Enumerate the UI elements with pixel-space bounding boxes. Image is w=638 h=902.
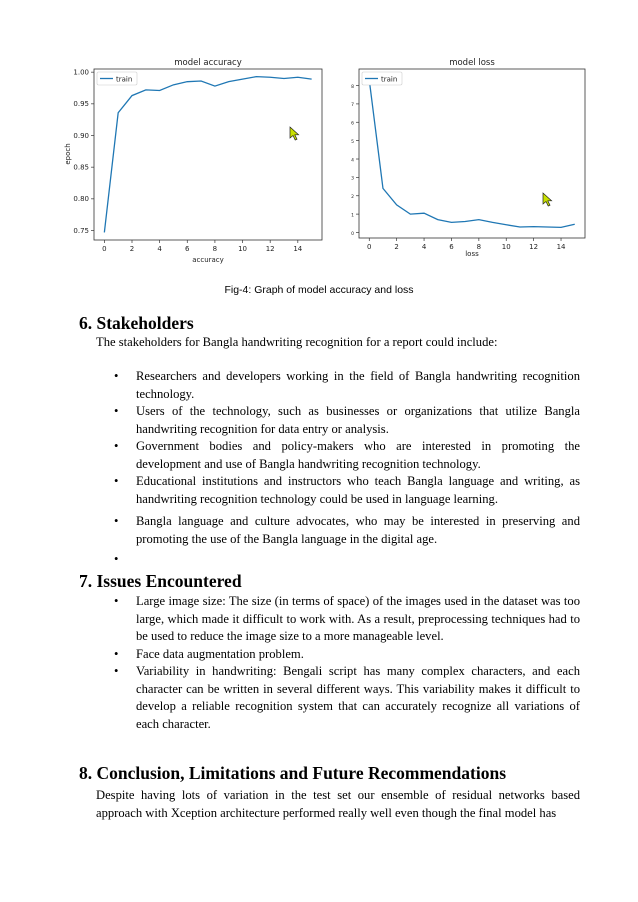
bullet-icon: • bbox=[114, 404, 119, 418]
stakeholders-heading: 6. Stakeholders bbox=[79, 313, 194, 333]
accuracy-ytick-label: 0.90 bbox=[73, 131, 89, 140]
loss-legend-label: train bbox=[381, 75, 398, 84]
accuracy-chart-title: model accuracy bbox=[174, 58, 242, 68]
loss-xtick-label: 0 bbox=[367, 243, 372, 251]
list-item: • Bangla language and culture advocates, who may be interested in preserving and promoting the use of the Bangla language in the digital age. bbox=[114, 514, 580, 546]
loss-plot-frame bbox=[359, 69, 585, 238]
loss-xtick-label: 4 bbox=[421, 243, 427, 251]
list-item: • Researchers and developers working in the field of Bangla handwriting recognition technology. bbox=[114, 369, 580, 401]
loss-ytick-label: 3 bbox=[351, 176, 354, 182]
accuracy-chart bbox=[58, 54, 336, 268]
issues-list bbox=[96, 593, 580, 733]
list-item: • Educational institutions and instructors who teach Bangla language and writing, as handwriting recognition technology could be used in language learning. bbox=[114, 474, 580, 506]
bullet-icon: • bbox=[114, 439, 119, 453]
accuracy-xtick-label: 12 bbox=[265, 245, 275, 253]
list-item: • Large image size: The size (in terms of space) of the images used in the dataset was too large, which made it difficult to work with. As a result, preprocessing techniques had to be used to reduce the image size to a more manageable level. bbox=[114, 594, 580, 643]
loss-ytick-label: 2 bbox=[351, 195, 354, 201]
accuracy-ytick-label: 0.95 bbox=[73, 100, 89, 109]
loss-chart bbox=[346, 54, 592, 268]
stakeholders-list bbox=[96, 368, 580, 568]
loss-ytick-label: 6 bbox=[351, 121, 354, 127]
list-item: • Variability in handwriting: Bengali script has many complex characters, and each character can be written in several different ways. This variability makes it difficult to develop a reliable recognition system that can accurately recognize all variations of each character. bbox=[114, 664, 580, 731]
accuracy-ytick-label: 0.75 bbox=[73, 226, 89, 235]
accuracy-xtick-label: 0 bbox=[102, 245, 107, 253]
list-item bbox=[96, 551, 580, 568]
list-item: • Users of the technology, such as businesses or organizations that utilize Bangla handwriting recognition for data entry or analysis. bbox=[114, 404, 580, 436]
bullet-icon: • bbox=[114, 594, 119, 608]
accuracy-chart-xlabel: accuracy bbox=[192, 256, 224, 264]
loss-chart-title: model loss bbox=[449, 58, 495, 68]
bullet-icon: • bbox=[114, 474, 119, 488]
stakeholders-intro: The stakeholders for Bangla handwriting recognition for a report could include: bbox=[96, 335, 498, 349]
accuracy-plot-frame bbox=[94, 69, 322, 240]
conclusion-text: Despite having lots of variation in the test set our ensemble of residual networks based approach with Xception architecture performed really well even though the final model has bbox=[96, 788, 580, 820]
loss-chart-xlabel: loss bbox=[465, 250, 479, 258]
accuracy-xtick-label: 8 bbox=[212, 245, 218, 253]
bullet-icon: • bbox=[114, 552, 119, 566]
bullet-icon: • bbox=[114, 369, 119, 383]
accuracy-chart-ylabel: epoch bbox=[64, 143, 72, 165]
loss-xtick-label: 2 bbox=[394, 243, 399, 251]
conclusion-heading: 8. Conclusion, Limitations and Future Recommendations bbox=[79, 763, 507, 783]
loss-xtick-label: 6 bbox=[449, 243, 454, 251]
loss-ytick-label: 0 bbox=[351, 231, 354, 237]
bullet-icon: • bbox=[114, 664, 119, 678]
accuracy-xtick-label: 6 bbox=[185, 245, 190, 253]
accuracy-xtick-label: 2 bbox=[129, 245, 135, 253]
issues-heading: 7. Issues Encountered bbox=[79, 571, 242, 591]
accuracy-xtick-label: 4 bbox=[157, 245, 162, 253]
loss-ytick-label: 8 bbox=[351, 84, 354, 90]
loss-xtick-label: 12 bbox=[529, 243, 539, 251]
loss-ytick-label: 1 bbox=[351, 213, 354, 219]
figure-caption: Fig-4: Graph of model accuracy and loss bbox=[224, 284, 414, 296]
accuracy-legend bbox=[97, 72, 137, 85]
accuracy-ytick-label: 0.80 bbox=[73, 195, 89, 204]
accuracy-ytick-label: 0.85 bbox=[73, 163, 89, 172]
loss-ytick-label: 5 bbox=[351, 139, 354, 145]
list-item: • Face data augmentation problem. bbox=[96, 646, 580, 664]
loss-xtick-label: 8 bbox=[476, 243, 482, 251]
bullet-icon: • bbox=[114, 514, 119, 528]
loss-xtick-label: 10 bbox=[501, 243, 511, 251]
accuracy-legend-label: train bbox=[116, 75, 133, 84]
bullet-icon: • bbox=[114, 646, 119, 661]
loss-ytick-label: 4 bbox=[351, 158, 354, 164]
accuracy-xtick-label: 14 bbox=[293, 245, 303, 253]
accuracy-ytick-label: 1.00 bbox=[73, 68, 89, 77]
loss-xtick-label: 14 bbox=[556, 243, 566, 251]
loss-legend bbox=[362, 72, 402, 85]
list-item: • Government bodies and policy-makers who are interested in promoting the development and use of Bangla handwriting recognition technology. bbox=[114, 439, 580, 471]
loss-ytick-label: 7 bbox=[351, 103, 354, 109]
accuracy-xtick-label: 10 bbox=[238, 245, 248, 253]
